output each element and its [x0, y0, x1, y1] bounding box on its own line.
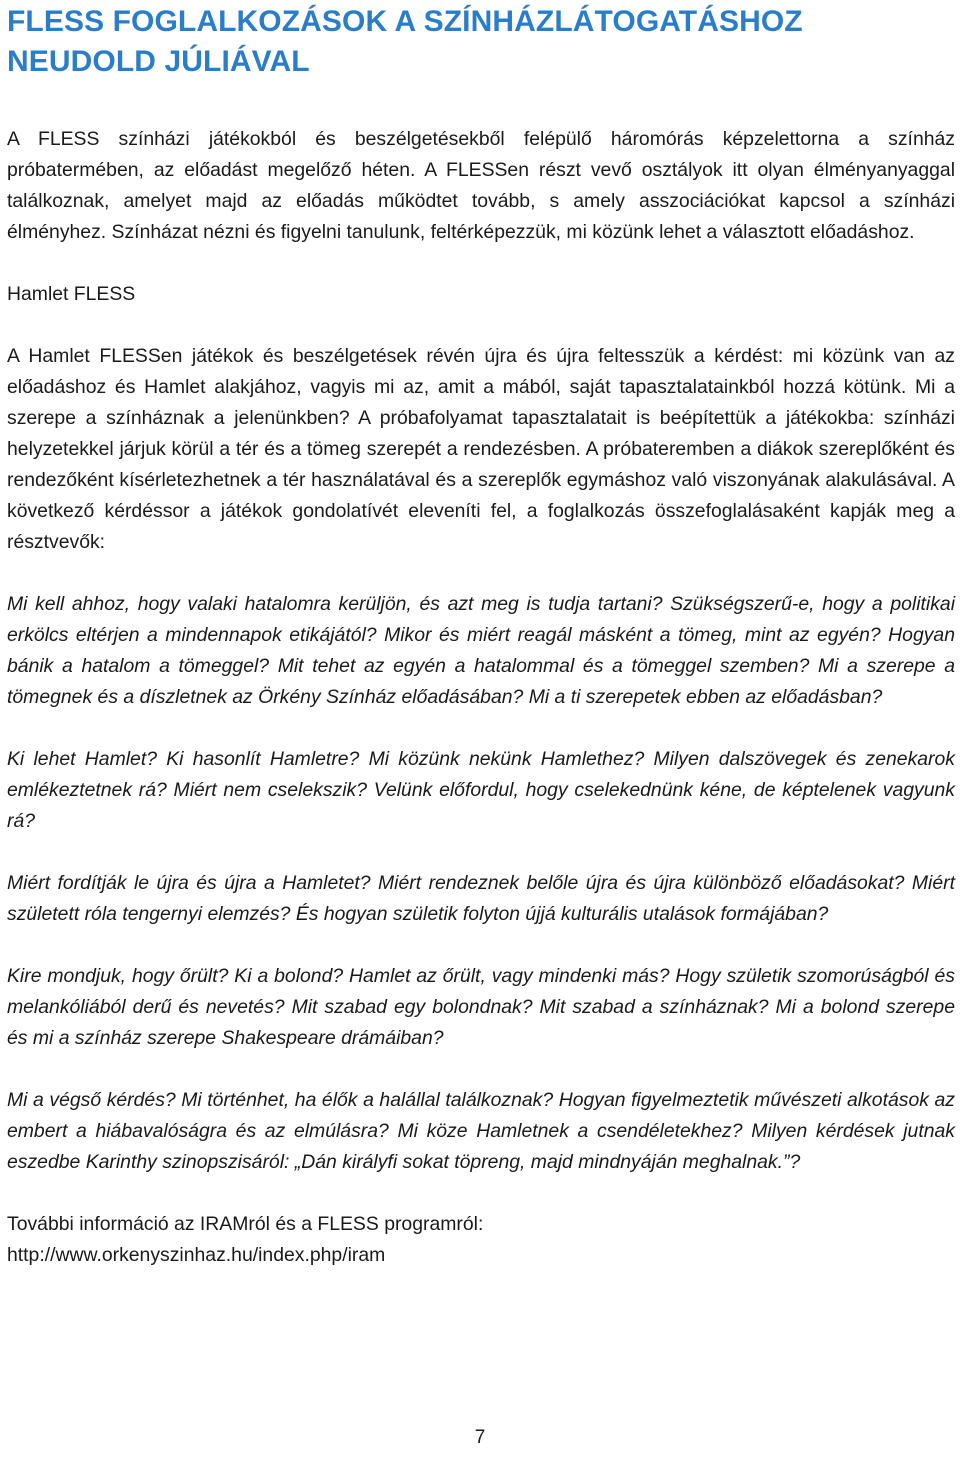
- info-label: További információ az IRAMról és a FLESS programról:: [7, 1213, 484, 1235]
- info-url-link[interactable]: http://www.orkenyszinhaz.hu/index.php/iram: [7, 1244, 386, 1266]
- page-number: 7: [474, 1427, 486, 1448]
- question-paragraph-1: Mi kell ahhoz, hogy valaki hatalomra kerüljön, és azt meg is tudja tartani? Szükségszerű-e, hogy a politikai erkölcs eltérjen a mindennapok etikájától? Mikor és miért reagál másként a tömeg, mint az egyén? Hogyan bánik a hatalom a tömeggel? Mit tehet az egyén a hatalommal és a tömeggel szemben? Mi a szerepe a tömegnek és a díszletnek az Örkény Színház előadásában? Mi a ti szerepetek ebben az előadásban?: [7, 593, 955, 708]
- body-paragraph: A Hamlet FLESSen játékok és beszélgetések révén újra és újra feltesszük a kérdést: mi közünk van az előadáshoz és Hamlet alakjához, vagyis mi az, amit a mából, saját tapasztalatainkból hozzá kötünk. Mi a szerepe a színháznak a jelenünkben? A próbafolyamat tapasztalatait is beépítettük a játékokba: színházi helyzetekkel járjuk körül a tér és a tömeg szerepét a rendezésben. A próbateremben a diákok szereplőként és rendezőként kísérletezhetnek a tér használatával és a szereplők egymáshoz való viszonyának alakulásával. A következő kérdéssor a játékok gondolatívét eleveníti fel, a foglalkozás összefoglalásaként kapják meg a résztvevők:: [7, 345, 955, 553]
- title-line-1: FLESS FOGLALKOZÁSOK A SZÍNHÁZLÁTOGATÁSHOZ: [7, 5, 803, 38]
- document-page: [7, 0, 955, 1271]
- question-paragraph-2: Ki lehet Hamlet? Ki hasonlít Hamletre? Mi közünk nekünk Hamlethez? Milyen dalszövegek és zenekarok emlékeztetnek rá? Miért nem cselekszik? Velünk előfordul, hogy cselekednünk kéne, de képtelenek vagyunk rá?: [7, 748, 955, 832]
- title-line-2: NEUDOLD JÚLIÁVAL: [7, 45, 310, 78]
- intro-paragraph: A FLESS színházi játékokból és beszélgetésekből felépülő háromórás képzelettorna a színház próbatermében, az előadást megelőző héten. A FLESSen részt vevő osztályok itt olyan élményanyaggal találkoznak, amelyet majd az előadás működtet tovább, s amely asszociációkat kapcsol a színházi élményhez. Színházat nézni és figyelni tanulunk, feltérképezzük, mi közünk lehet a választott előadáshoz.: [7, 128, 955, 243]
- question-paragraph-3: Miért fordítják le újra és újra a Hamletet? Miért rendeznek belőle újra és újra különböző előadásokat? Miért született róla tengernyi elemzés? És hogyan születik folyton újjá kulturális utalások formájában?: [7, 872, 955, 925]
- question-paragraph-5: Mi a végső kérdés? Mi történhet, ha élők a halállal találkoznak? Hogyan figyelmeztetik művészeti alkotások az embert a hiábavalóságra és az elmúlásra? Mi köze Hamletnek a csendéletekhez? Milyen kérdések jutnak eszedbe Karinthy szinopszisáról: „Dán királyfi sokat töpreng, majd mindnyáján meghalnak.”?: [7, 1089, 955, 1173]
- question-paragraph-4: Kire mondjuk, hogy őrült? Ki a bolond? Hamlet az őrült, vagy mindenki más? Hogy születik szomorúságból és melankóliából derű és nevetés? Mit szabad egy bolondnak? Mit szabad a színháznak? Mi a bolond szerepe és mi a színház szerepe Shakespeare drámáiban?: [7, 965, 955, 1049]
- section-heading: Hamlet FLESS: [7, 283, 136, 305]
- page-title: [7, 0, 955, 82]
